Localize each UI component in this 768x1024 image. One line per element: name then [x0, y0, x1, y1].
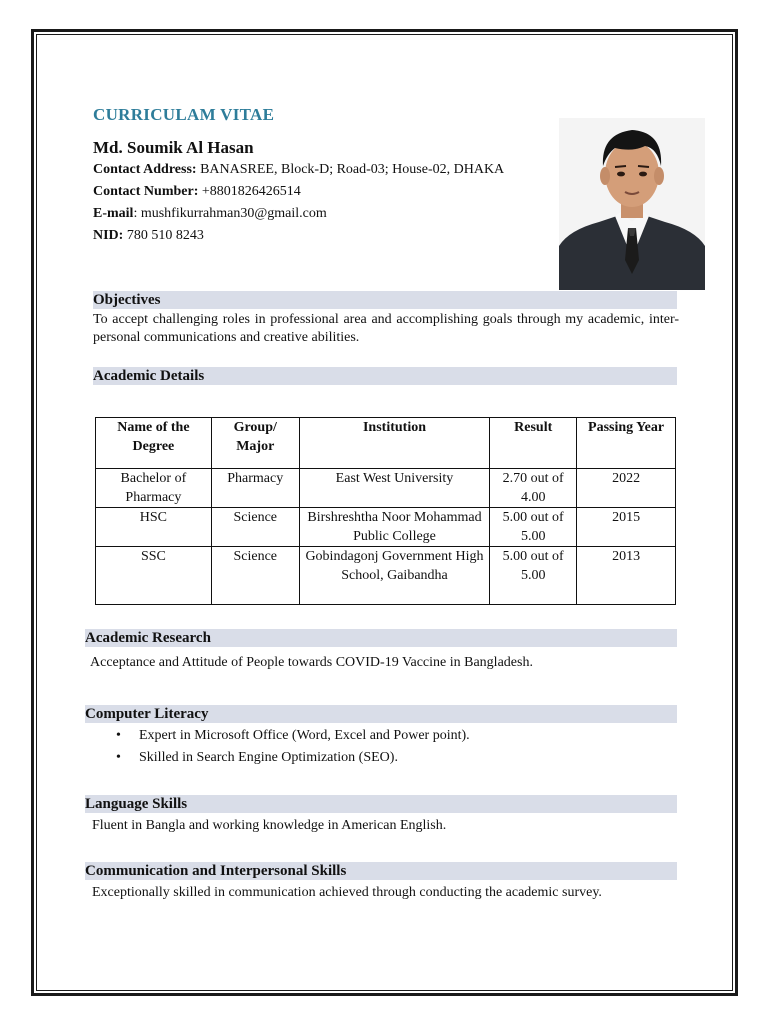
- objectives-text: To accept challenging roles in professional area and accomplishing goals through my academic, inter-personal communications and creative abilities.: [93, 312, 679, 345]
- table-cell: East West University: [299, 469, 490, 508]
- table-cell: Science: [211, 508, 299, 547]
- email-line: [93, 206, 327, 222]
- contact-number-line: [93, 184, 301, 200]
- table-cell: Pharmacy: [211, 469, 299, 508]
- communication-skills-text: Exceptionally skilled in communication achieved through conducting the academic survey.: [92, 885, 602, 900]
- column-header: Passing Year: [577, 418, 676, 469]
- table-cell: 2022: [577, 469, 676, 508]
- contact-address-label: Contact Address:: [93, 162, 197, 177]
- table-row: [96, 508, 676, 547]
- table-cell: Science: [211, 547, 299, 605]
- computer-literacy-heading: Computer Literacy: [85, 705, 677, 723]
- column-header: Result: [490, 418, 577, 469]
- bullet-icon: •: [116, 728, 121, 743]
- nid-line: [93, 228, 204, 244]
- column-header: Group/ Major: [211, 418, 299, 469]
- language-skills-text: Fluent in Bangla and working knowledge in American English.: [92, 818, 447, 833]
- table-cell: 2015: [577, 508, 676, 547]
- table-cell: Gobindagonj Government High School, Gaibandha: [299, 547, 490, 605]
- table-cell: HSC: [96, 508, 212, 547]
- table-header-row: [96, 418, 676, 469]
- nid-label: NID:: [93, 228, 124, 243]
- table-cell: 5.00 out of 5.00: [490, 508, 577, 547]
- list-item: [110, 749, 470, 771]
- academic-details-heading: Academic Details: [93, 367, 677, 385]
- communication-skills-heading: Communication and Interpersonal Skills: [85, 862, 677, 880]
- academic-research-text: Acceptance and Attitude of People towards COVID-19 Vaccine in Bangladesh.: [90, 655, 533, 670]
- contact-address-value: BANASREE, Block-D; Road-03; House-02, DHAKA: [200, 162, 505, 177]
- column-header: Name of the Degree: [96, 418, 212, 469]
- table-cell: Bachelor of Pharmacy: [96, 469, 212, 508]
- list-item: [110, 727, 470, 749]
- objectives-heading: Objectives: [93, 291, 677, 309]
- document-title: CURRICULAM VITAE: [93, 105, 275, 124]
- contact-number-value: +8801826426514: [201, 184, 301, 199]
- nid-value: 780 510 8243: [126, 228, 204, 243]
- academic-details-table: [95, 417, 676, 605]
- profile-photo: [559, 118, 705, 290]
- column-header: Institution: [299, 418, 490, 469]
- computer-literacy-list: [110, 727, 470, 771]
- candidate-name: Md. Soumik Al Hasan: [93, 138, 254, 157]
- contact-address-line: [93, 162, 504, 178]
- email-value: : mushfikurrahman30@gmail.com: [133, 206, 327, 221]
- language-skills-heading: Language Skills: [85, 795, 677, 813]
- table-row: [96, 469, 676, 508]
- table-cell: 5.00 out of 5.00: [490, 547, 577, 605]
- table-row: [96, 547, 676, 605]
- list-item-text: Skilled in Search Engine Optimization (SEO).: [139, 750, 398, 765]
- contact-number-label: Contact Number:: [93, 184, 199, 199]
- academic-research-heading: Academic Research: [85, 629, 677, 647]
- table-cell: SSC: [96, 547, 212, 605]
- list-item-text: Expert in Microsoft Office (Word, Excel and Power point).: [139, 728, 470, 743]
- table-cell: 2.70 out of 4.00: [490, 469, 577, 508]
- table-cell: Birshreshtha Noor Mohammad Public College: [299, 508, 490, 547]
- email-label: E-mail: [93, 206, 134, 221]
- bullet-icon: •: [116, 750, 121, 765]
- table-cell: 2013: [577, 547, 676, 605]
